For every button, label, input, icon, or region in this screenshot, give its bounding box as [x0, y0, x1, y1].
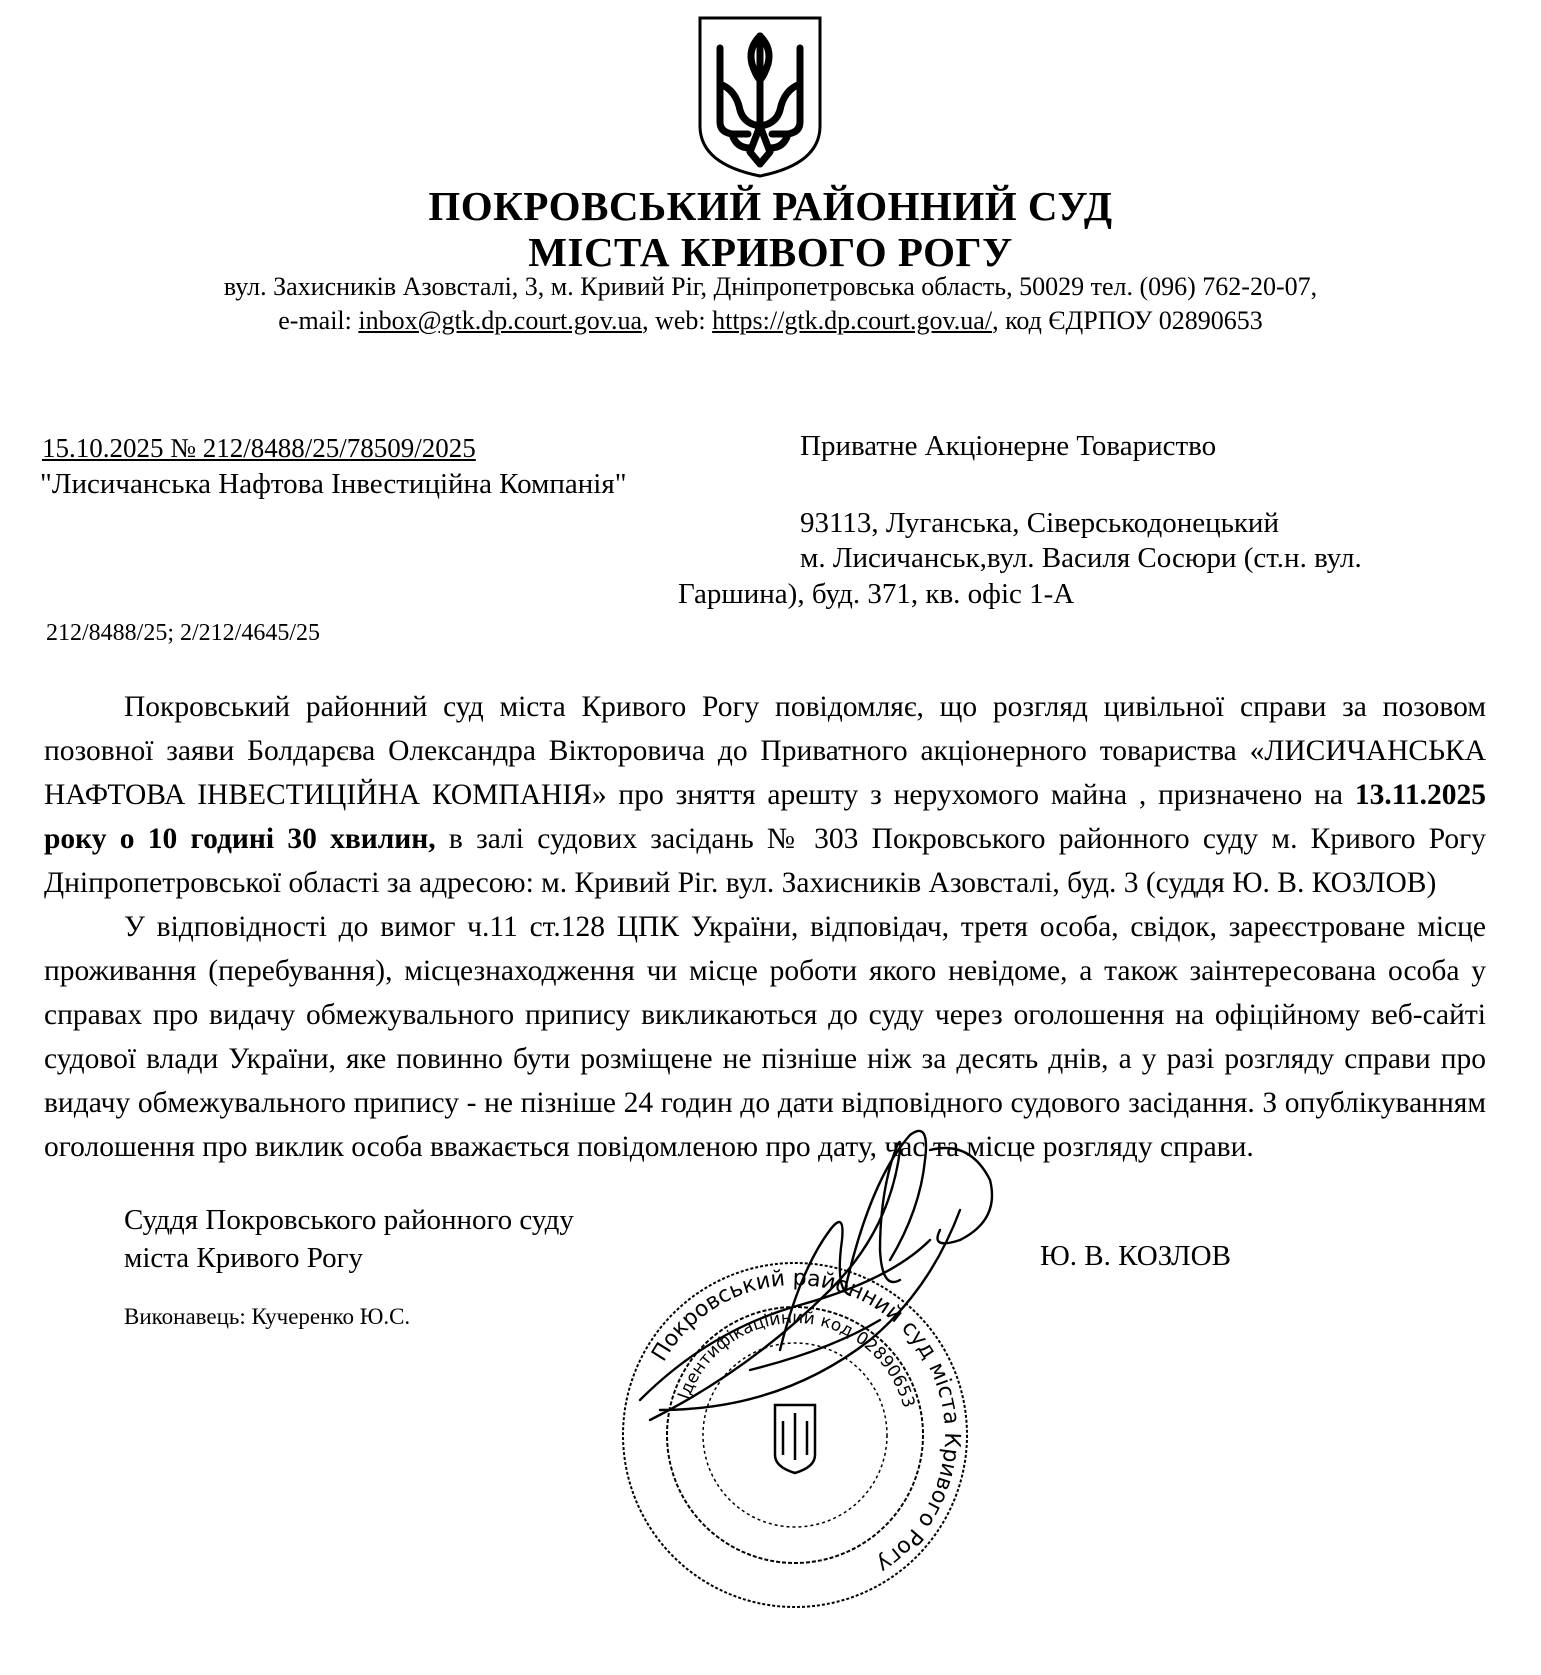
court-contacts — [0, 306, 1541, 336]
outgoing-date-number: 15.10.2025 № 212/8488/25/78509/2025 — [42, 433, 476, 463]
coat-of-arms-emblem — [690, 14, 830, 179]
web-label: , web: — [642, 306, 713, 335]
company-name-quoted: "Лисичанська Нафтова Інвестиційна Компанія" — [40, 468, 627, 500]
judge-signature — [630, 1120, 1010, 1450]
notice-body — [44, 685, 1486, 1169]
email-link[interactable]: inbox@gtk.dp.court.gov.ua — [358, 306, 643, 335]
judge-position-line1: Суддя Покровського районного суду — [124, 1204, 574, 1236]
judge-name: Ю. В. КОЗЛОВ — [1040, 1240, 1231, 1272]
court-name-line1: ПОКРОВСЬКИЙ РАЙОННИЙ СУД — [428, 183, 1113, 229]
executor-name: Виконавець: Кучеренко Ю.С. — [124, 1304, 411, 1329]
seal-outer-text: Покровський районний суд міста Кривого Рогу — [647, 1265, 965, 1578]
notice-paragraph-1: Покровський районний суд міста Кривого Рогу повідомляє, що розгляд цивільної справи за позовом позовної заяви Болдарєва Олександра Вікторовича до Приватного акціонерного товариства «ЛИСИЧАНСЬКА НАФТОВА ІНВЕСТИЦІЙНА КОМПАНІЯ» про зняття арешту з нерухомого майна , призначено на 13.11.2025 року о 10 годині 30 хвилин, в залі судових засідань № 303 Покровського районного суду м. Кривого Рогу Дніпропетровської області за адресою: м. Кривий Ріг. вул. Захисників Азовсталі, буд. 3 (суддя Ю. В. КОЗЛОВ) — [44, 691, 1486, 899]
court-address: вул. Захисників Азовсталі, 3, м. Кривий Ріг, Дніпропетровська область, 50029 тел. (096) 762-20-07, — [223, 272, 1318, 301]
case-references: 212/8488/25; 2/212/4645/25 — [46, 620, 321, 646]
seal-inner-text: Ідентифікаційний код 02890653 — [674, 1307, 919, 1411]
notice-paragraph-2: У відповідності до вимог ч.11 ст.128 ЦПК України, відповідач, третя особа, свідок, зареєстроване місце проживання (перебування), місцезнаходження чи місце роботи якого невідоме, а також заінтересована особа у справах про видачу обмежувального припису викликаються до суду через оголошення на офіційному веб-сайті судової влади України, яке повинно бути розміщене не пізніше ніж за десять днів, а у разі розгляду справи про видачу обмежувального припису - не пізніше 24 годин до дати відповідного судового засідання. З опублікуванням оголошення про виклик особа вважається повідомленою про дату, час та місце розгляду справи. — [44, 911, 1486, 1163]
court-name-line2: МІСТА КРИВОГО РОГУ — [528, 229, 1013, 275]
recipient-line4: Гаршина), буд. 371, кв. офіс 1-А — [678, 578, 1075, 610]
recipient-line3: м. Лисичанськ,вул. Василя Сосюри (ст.н. вул. — [800, 542, 1362, 574]
judge-position-line2: міста Кривого Рогу — [124, 1242, 364, 1274]
email-label: e-mail: — [278, 306, 359, 335]
hearing-datetime: 13.11.2025 року о 10 годині 30 хвилин, — [44, 779, 1486, 855]
web-link[interactable]: https://gtk.dp.court.gov.ua/ — [712, 306, 993, 335]
recipient-line1: Приватне Акціонерне Товариство — [800, 430, 1217, 462]
edrpou-code: , код ЄДРПОУ 02890653 — [992, 306, 1263, 335]
recipient-line2: 93113, Луганська, Сіверськодонецький — [800, 507, 1279, 539]
